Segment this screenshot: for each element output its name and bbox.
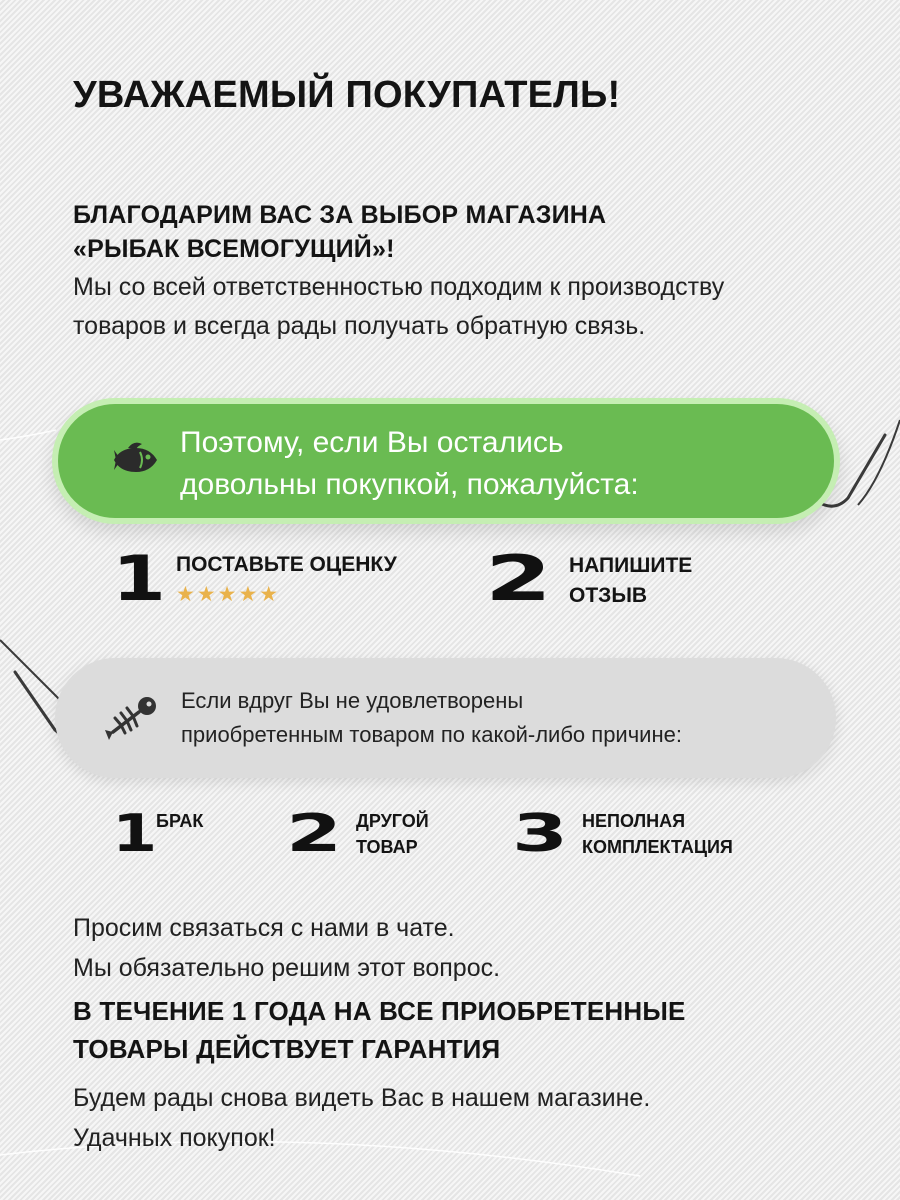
reason-number: 3	[512, 804, 569, 864]
green-banner	[52, 398, 840, 524]
step-rate	[112, 542, 397, 615]
intro-text-2: товаров и всегда рады получать обратную связь.	[73, 312, 646, 340]
reason-other-item	[286, 804, 429, 864]
reason-number: 2	[286, 804, 343, 864]
closing-section	[73, 908, 873, 1158]
see-again-line: Будем рады снова видеть Вас в нашем магазине.	[73, 1084, 651, 1112]
step-label-line-1: НАПИШИТЕ	[569, 554, 693, 577]
reason-label-line-1: ДРУГОЙ	[356, 811, 429, 831]
intro-section	[73, 198, 873, 346]
page-title: УВАЖАЕМЫЙ ПОКУПАТЕЛЬ!	[73, 74, 621, 116]
fish-icon	[110, 438, 160, 482]
step-number: 1	[112, 542, 166, 615]
green-banner-line-2: довольны покупкой, пожалуйста:	[180, 468, 639, 501]
step-review	[485, 542, 693, 615]
reason-label-line-1: НЕПОЛНАЯ	[582, 811, 686, 831]
grey-banner	[55, 658, 836, 778]
thanks-line-1: БЛАГОДАРИМ ВАС ЗА ВЫБОР МАГАЗИНА	[73, 201, 607, 229]
fish-skeleton-icon	[103, 690, 159, 742]
step-label-line-2: ОТЗЫВ	[569, 584, 648, 607]
rating-stars-icon: ★★★★★	[176, 583, 281, 606]
reason-label-line-2: КОМПЛЕКТАЦИЯ	[582, 837, 733, 857]
intro-text-1: Мы со всей ответственностью подходим к производству	[73, 273, 725, 301]
step-number: 2	[485, 542, 552, 615]
grey-banner-line-2: приобретенным товаром по какой-либо причине:	[181, 722, 682, 747]
good-luck-line: Удачных покупок!	[73, 1124, 276, 1152]
step-label: ПОСТАВЬТЕ ОЦЕНКУ	[176, 553, 397, 576]
thanks-line-2: «РЫБАК ВСЕМОГУЩИЙ»!	[73, 235, 395, 263]
grey-banner-line-1: Если вдруг Вы не удовлетворены	[181, 688, 524, 713]
reason-label-line-2: ТОВАР	[356, 837, 418, 857]
reason-incomplete	[512, 804, 733, 864]
warranty-line-2: ТОВАРЫ ДЕЙСТВУЕТ ГАРАНТИЯ	[73, 1034, 501, 1064]
warranty-line-1: В ТЕЧЕНИЕ 1 ГОДА НА ВСЕ ПРИОБРЕТЕННЫЕ	[73, 996, 686, 1026]
reason-number: 1	[112, 804, 158, 864]
reason-defect	[112, 804, 204, 864]
resolve-line: Мы обязательно решим этот вопрос.	[73, 954, 501, 982]
green-banner-line-1: Поэтому, если Вы остались	[180, 426, 564, 459]
contact-line: Просим связаться с нами в чате.	[73, 914, 455, 942]
reason-label: БРАК	[156, 811, 204, 831]
